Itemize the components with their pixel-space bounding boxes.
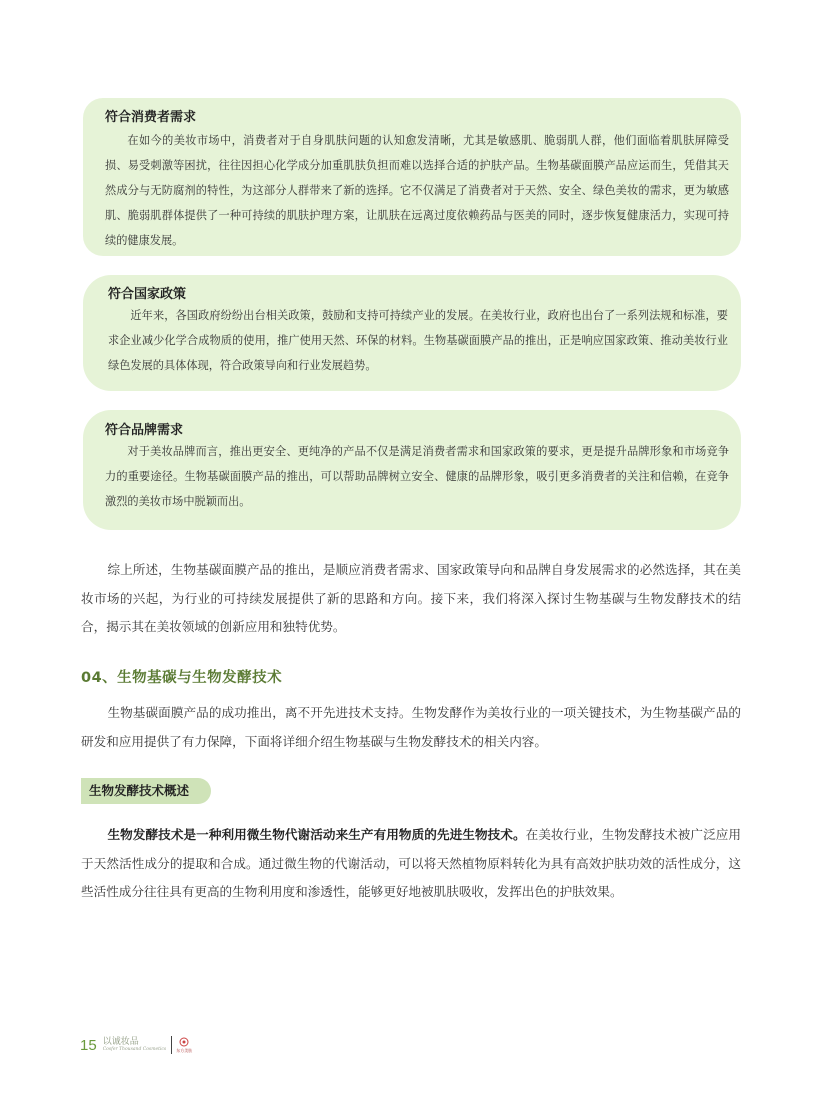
subsection-label: 生物发酵技术概述	[81, 778, 211, 804]
footer-divider	[171, 1036, 172, 1054]
brand-name: 以诚妆品	[102, 1036, 139, 1047]
card-body: 对于美妆品牌而言，推出更安全、更纯净的产品不仅是满足消费者需求和国家政策的要求，更是提升品牌形象和市场竞争力的重要途径。生物基碳面膜产品的推出，可以帮助品牌树立安全、健康的品牌形象，吸引更多消费者的关注和信赖，在竞争激烈的美妆市场中脱颖而出。	[105, 445, 729, 508]
section-intro-paragraph: 生物基碳面膜产品的成功推出，离不开先进技术支持。生物发酵作为美妆行业的一项关键技术，为生物基碳产品的研发和应用提供了有力保障，下面将详细介绍生物基碳与生物发酵技术的相关内容。	[81, 705, 741, 749]
page-number: 15	[80, 1036, 97, 1054]
info-card-national-policy	[83, 275, 741, 391]
card-body: 在如今的美妆市场中，消费者对于自身肌肤问题的认知愈发清晰，尤其是敏感肌、脆弱肌人群，他们面临着肌肤屏障受损、易受刺激等困扰，往往因担心化学成分加重肌肤负担而难以选择合适的护肤产品。生物基碳面膜产品应运而生，凭借其天然成分与无防腐剂的特性，为这部分人群带来了新的选择。它不仅满足了消费者对于天然、安全、绿色美妆的需求，更为敏感肌、脆弱肌群体提供了一种可持续的肌肤护理方案，让肌肤在远离过度依赖药品与医美的同时，逐步恢复健康活力，实现可持续的健康发展。	[105, 134, 729, 247]
summary-paragraph: 综上所述，生物基碳面膜产品的推出，是顺应消费者需求、国家政策导向和品牌自身发展需求的必然选择，其在美妆市场的兴起，为行业的可持续发展提供了新的思路和方向。接下来，我们将深入探讨生物基碳与生物发酵技术的结合，揭示其在美妆领域的创新应用和独特优势。	[81, 562, 741, 634]
brand-subtitle: Cosfer Thousand Cosmetics	[102, 1046, 167, 1052]
card-body: 近年来，各国政府纷纷出台相关政策，鼓励和支持可持续产业的发展。在美妆行业，政府也出台了一系列法规和标准，要求企业减少化学合成物质的使用，推广使用天然、环保的材料。生物基碳面膜产品的推出，正是响应国家政策、推动美妆行业绿色发展的具体体现，符合政策导向和行业发展趋势。	[108, 309, 728, 372]
card-title: 符合品牌需求	[105, 423, 184, 438]
info-card-consumer-demand	[83, 98, 741, 256]
card-title: 符合国家政策	[108, 287, 187, 302]
flower-icon	[178, 1037, 190, 1047]
brand-logo	[103, 1038, 167, 1053]
partner-logo-text: 东方美肤	[176, 1047, 193, 1053]
partner-logo	[176, 1037, 192, 1054]
card-title: 符合消费者需求	[105, 110, 197, 125]
section-heading: 04、生物基碳与生物发酵技术	[81, 670, 283, 686]
lead-sentence: 生物发酵技术是一种利用微生物代谢活动来生产有用物质的先进生物技术。	[107, 827, 526, 842]
info-card-brand-demand	[83, 410, 741, 530]
page-footer	[80, 1034, 192, 1056]
subsection-paragraph	[81, 821, 741, 907]
paragraph-body: 在美妆行业，生物发酵技术被广泛应用于天然活性成分的提取和合成。通过微生物的代谢活动，可以将天然植物原料转化为具有高效护肤功效的活性成分，这些活性成分往往具有更高的生物利用度和渗透性，能够更好地被肌肤吸收，发挥出色的护肤效果。	[81, 827, 742, 899]
